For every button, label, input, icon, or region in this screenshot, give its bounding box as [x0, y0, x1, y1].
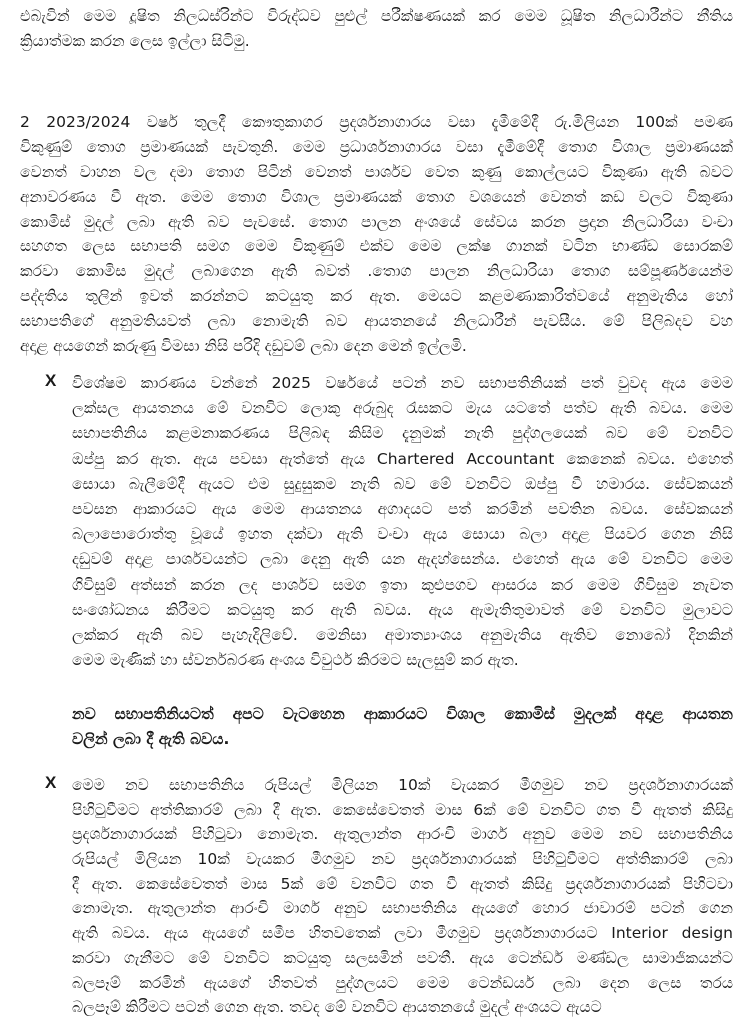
text-line: කරවා කොමිස මුදල් ලබාගෙන ඇති බවත් .තොග පාලන නිලධාරියා තොග සම්පූර්ණයෙන්ම — [20, 262, 733, 281]
text-line: බලපෑම් කරමින් ඇයගේ හිතවත් පුද්ගලයට මෙම ටෙන්ඩර්ය ලබා දෙන ලෙස තරය — [72, 973, 733, 992]
text-line: මෙම මැණික් හා ස්වර්නබරණ අංශය විවුර්ථ කිරමට සැලසුම් කර ඇත. — [72, 651, 519, 670]
text-line: කොමිස් මුදල් ලබා ඇති බව පැවසේ. තොග පාලන අංශයේ සේවය කරන ප්‍රදාන නිලධාරියා වංචා — [20, 212, 733, 231]
text-line: වෙනත් වාහන වල දමා තොග පිටින් වෙනත් පාර්ශව වෙත කුණු කොල්ලයට විකුණා ඇති බවට — [20, 162, 733, 181]
paragraph-commission-bold — [72, 702, 733, 752]
text-line: රුපියල් මිලියන 10ක් වැයකර මීගමුව නව ප්‍රදර්ශනාගාරයක් පිහිටුවීමට අත්තිකාරම් ලබා — [72, 850, 733, 869]
text-line: නොමැත. ඇතුලාන්ත ආරංචි මාර්ග අනුව සභාපතිනිය ඇයගේ හොර ජාවාරම් පටන් ගෙන — [72, 899, 733, 918]
text-line: අදාළ අයගෙන් කරුණු විමසා නිසි පරිදි දඩුවම් ලබා දෙන මෙන් ඉල්ලමි. — [20, 337, 467, 356]
bullet-x-marker: X — [45, 773, 57, 792]
text-line: මෙම නව සභාපතිනිය රුපියල් මිලියන 10ක් වැයකර මීගමුව නව ප්‍රදර්ශනාගාරයක් — [72, 776, 733, 794]
text-line: සොයා බැලීමේදී ඇයට එම සුදුසුකම නැති බව මේ වනවිට ඔප්පු වී හමාරය. සේවකයන් — [72, 474, 733, 493]
paragraph-stock-sales — [20, 110, 733, 359]
text-line: 2 2023/2024 වර්ෂ තුලදී කෞතුකාගර ප්‍රදර්ශනාගාරය වසා දැමීමේදී රු.මිලියන 100ක් පමණ — [20, 113, 733, 131]
text-line: සංශෝධනය කිරීමට කටයුතු කර ඇති බවය. ඇය ඇමැතිතුමාවත් මේ වනවිට මුලාවට — [72, 600, 733, 619]
text-line: එබැවින් මෙම දූෂිත නිලධස්රින්ට විරුද්ධව පුළුල් පරීක්ෂණයක් කර මෙම ධූෂිත නිලධාරීන්ට නීතිය — [20, 7, 733, 25]
text-line: වලින් ලබා දී ඇති බවය. — [72, 729, 230, 748]
text-line: කරවා ගැනීමට මේ වනවිට කටයුතු සලසමින් පවතී. ඇය ටෙන්ඩර් මණ්ඩල සාමාජිකයන්ට — [72, 948, 733, 967]
text-line: දඩුවම් අදාළ පාර්ශවයන්ට ලබා දෙනු ඇති යන ඇදහ්සෙන්ය. එහෙත් ඇය මේ වනවිට මෙම — [72, 550, 733, 569]
text-line: සභාපතිගේ අනුමතියවත් ලබා නොමැති බව ආයතනයේ නිලධාරීන් පැවසීය. මේ පිලිබදව වහ — [20, 312, 733, 331]
text-line: සහගත ලෙස සභාපති සමග මෙම විකුණුම් එක්ව මෙම ලක්ෂ ගානක් වටින භාණ්ඩ සොරකම් — [20, 237, 733, 256]
text-line: ඇති බවය. ඇය ඇයගේ සමීප හිතවතෙක් ලවා මීගමුව ප්‍රදර්ශනාගාරයට Interior design — [72, 924, 733, 943]
text-line: ගිවිසුම් අත්සන් කරන ලද පාර්ශව සමග ඉතා කුළුපගව ආසරය කර මෙම ගිවිසුම නැවත — [72, 575, 733, 594]
text-line: ප්‍රදර්ශනාගාරයක් පිහිටුවා නොමැත. ඇතුලාන්ත ආරංචි මාර්ග අනුව මෙම නව සභාපතිනිය — [72, 825, 733, 844]
paragraph-new-chairperson — [72, 371, 733, 673]
text-line: පවසන ආකාරයට ඇය මෙම ආයතනය අගාදයට පත් කරමින් පවතින බවය. සේවකයන් — [72, 499, 733, 518]
text-line: දී ඇත. කෙසේවෙතත් මාස 5ක් මේ වනවිට ගත වී ඇතත් කිසිදු ප්‍රදර්ශනාගාරයක් පිහිටවා — [72, 874, 733, 893]
text-line: ඔප්පු කර ඇත. ඇය පවසා ඇත්තේ ඇය Chartered Accountant කෙනෙක් බවය. එහෙත් — [72, 449, 733, 468]
text-line: විකුණුම් තොග ප්‍රමාණයක් පැවතුනි. මෙම ප්‍රධාර්ශනාගාරය වසා දැමීමේදී තොග විශාල ප්‍රමාණයක් — [20, 137, 733, 156]
text-line: බලාපොරොත්තු වූයේ ඉහත දක්වා ඇති වංචා ඇය සොයා බලා අදාළ පියවර ගෙන නිසි — [72, 525, 733, 544]
text-line: සභාපතිනිය කළමනාකරණය පිලිබඳ කිසිම දැනුමක් නැති පුද්ගලයෙක් බව මේ වනවිට — [72, 424, 733, 443]
text-line: විශේෂම කාරණය වන්නේ 2025 වර්ෂයේ පටන් නව සභාපතිනියක් පත් වුවද ඇය මෙම — [72, 374, 733, 392]
text-line: ලක්කර ඇති බව පැහැදිලිවේ. මෙනිසා අමාත්‍යාංශය අනුමැතිය ඇතිව නොබෝ දිනකින් — [72, 625, 733, 644]
text-line: පිහිටුවීමට අත්තිකාරම් ලබා දී ඇත. කෙසේවෙතත් මාස 6ක් මේ වනවිට ගත වී ඇතත් කිසිදු — [72, 800, 733, 819]
text-line: බලපෑම් කිරීමට පටන් ගෙන ඇත. තවද මේ වනවිට ආයතනයේ මුදල් අංශයට ඇයට — [72, 998, 602, 1017]
text-line: නව සභාපතිනියටත් අපට වැටහෙන ආකාරයට විශාල කොමිස් මුදලක් අදාළ ආයතන — [72, 705, 733, 723]
text-line: පද්දතිය තුලින් ඉවත් කරන්නට කටයුතු කර ඇත. මෙයට කළමණාකාරිත්වයේ අනුමැතිය හෝ — [20, 287, 733, 306]
bullet-x-marker: X — [45, 371, 57, 390]
paragraph-exhibition-advance — [72, 773, 733, 1020]
text-line: අනාවරණය වී ඇත. මෙම තොග විශාල ප්‍රමාණයක් තොග වශයෙන් වෙනත් කඩ වලට විකුණා — [20, 187, 733, 206]
paragraph-request-action — [20, 4, 733, 54]
text-line: ක්‍රියාත්මක කරන ලෙස ඉල්ලා සිටිමු. — [20, 31, 250, 50]
text-line: ලක්සල ආයතනය මේ වනවිට ලොකු අරුබුද රැසකට මැය යටතේ පත්ව ඇති බවය. මෙම — [72, 399, 733, 418]
